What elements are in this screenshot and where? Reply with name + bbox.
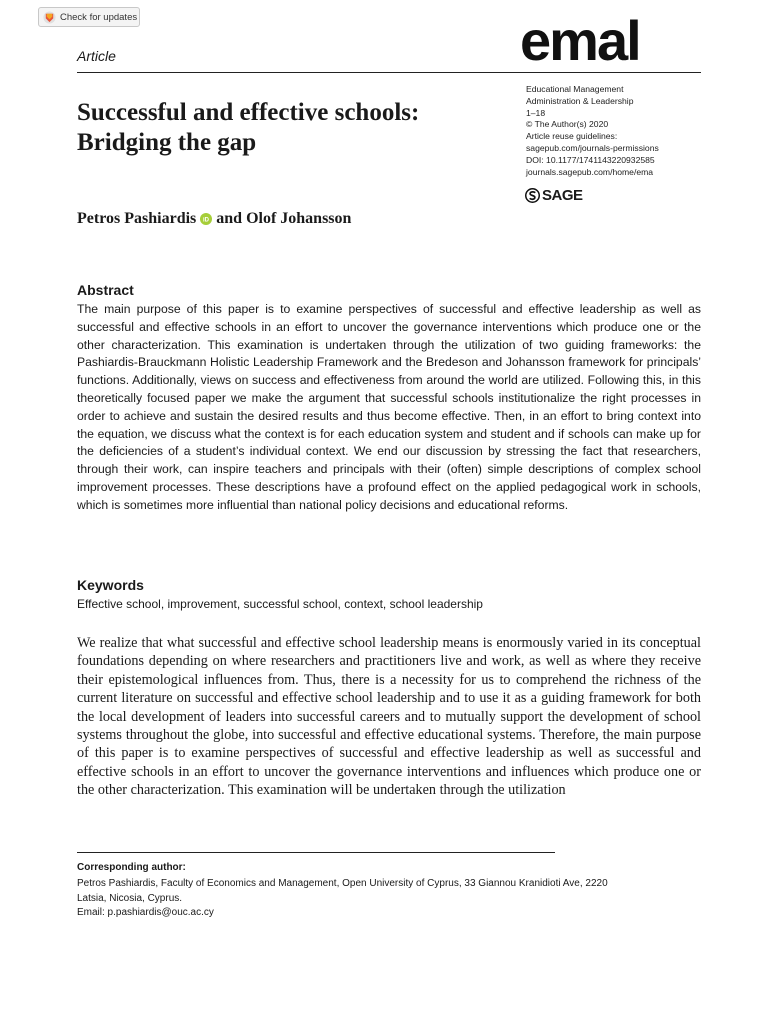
crossmark-icon xyxy=(43,11,56,24)
copyright: © The Author(s) 2020 xyxy=(526,119,609,130)
page-range: 1–18 xyxy=(526,107,546,118)
author-2: Olof Johansson xyxy=(246,210,352,227)
check-for-updates-label: Check for updates xyxy=(60,11,138,23)
sage-logo xyxy=(525,187,583,204)
emal-logo-text: emal xyxy=(520,18,640,66)
author-1: Petros Pashiardis xyxy=(77,210,197,227)
title-line-2: Bridging the gap xyxy=(77,129,257,156)
journal-home-link[interactable]: journals.sagepub.com/home/ema xyxy=(526,166,654,177)
paper-title xyxy=(77,98,517,158)
corresponding-email[interactable]: Email: p.pashiardis@ouc.ac.cy xyxy=(77,907,214,918)
emal-journal-logo xyxy=(520,18,702,66)
svg-text:iD: iD xyxy=(203,217,210,224)
author-line xyxy=(77,210,351,228)
abstract-heading: Abstract xyxy=(77,282,134,298)
title-line-1: Successful and effective schools: xyxy=(77,99,420,126)
header-divider xyxy=(77,72,701,73)
journal-name-line-1: Educational Management xyxy=(526,84,624,94)
article-type-label: Article xyxy=(77,48,116,64)
sage-swirl-icon xyxy=(525,188,540,203)
body-paragraph: We realize that what successful and effective school leadership means is enormously varied in its conceptual foundations depending on where researchers and practitioners live and work, as well as where they receive their epistemological influences from. Thus, there is a necessity for us to comprehend the richness of the current literature on successful and effective school leadership and to use it as a guiding framework for both the local development of leaders into successful careers and to mutually support the development of school systems throughout the globe, into successful and effective educational systems. Therefore, the main purpose of this paper is to examine perspectives of successful and effective leadership as well as successful and effective schools in an effort to uncover the governance interventions and influences which produce one or the other characterization. This examination will be undertaken through the utilization xyxy=(77,635,701,799)
corresponding-affiliation-line-1: Petros Pashiardis, Faculty of Economics and Management, Open University of Cyprus, 33 Giannou Kranidioti Ave, 2220 xyxy=(77,878,608,889)
orcid-icon[interactable] xyxy=(200,213,212,225)
footnote-divider xyxy=(77,852,555,853)
permissions-link[interactable]: sagepub.com/journals-permissions xyxy=(526,142,659,153)
doi[interactable]: DOI: 10.1177/1741143220932585 xyxy=(526,154,655,165)
keywords-heading: Keywords xyxy=(77,577,144,593)
sage-logo-text: SAGE xyxy=(542,187,583,204)
author-connector: and xyxy=(216,210,243,227)
journal-info xyxy=(526,84,716,178)
corresponding-affiliation-line-2: Latsia, Nicosia, Cyprus. xyxy=(77,892,183,904)
abstract-text: The main purpose of this paper is to examine perspectives of successful and effective leadership as well as successful and effective schools in an effort to uncover the governance interventions which produce one or the other characterization. This examination is undertaken through the utilization of two guiding frameworks: the Pashiardis-Brauckmann Holistic Leadership Framework and the Bredeson and Johansson framework for principals’ functions. Additionally, views on success and effectiveness from around the world are utilized. Following this, in this theoretically focused paper we make the argument that successful schools institutionalize the right processes in order to achieve and sustain the desired results and thus become effective. Then, in an effort to bring context into the equation, we discuss what the context is for each education system and student and if schools can make up for the deficiencies of a student’s individual context. We end our discussion by stressing the fact that researchers, through their work, can inspire teachers and principals with their (often) simple descriptions of complex school improvement processes. These descriptions have a profound effect on the applied pedagogical work in schools, which is sometimes more influential than national policy decisions and educational reforms. xyxy=(77,302,701,512)
check-for-updates-button[interactable] xyxy=(38,7,140,27)
journal-name-line-2: Administration & Leadership xyxy=(526,95,634,106)
corresponding-author-heading: Corresponding author: xyxy=(77,862,186,873)
reuse-guidelines-label: Article reuse guidelines: xyxy=(526,131,618,142)
corresponding-author-details xyxy=(77,877,717,921)
keywords-text: Effective school, improvement, successful school, context, school leadership xyxy=(77,597,483,611)
